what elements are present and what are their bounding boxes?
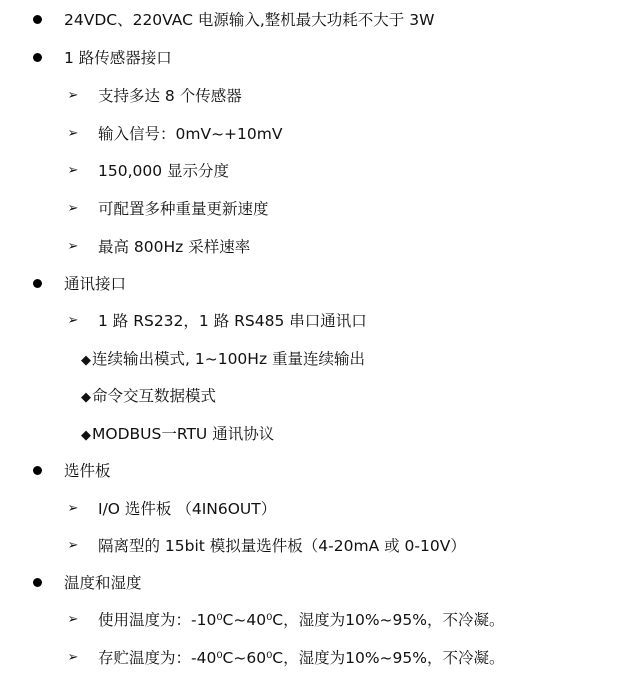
list-item-text: 通讯接口 <box>64 275 127 293</box>
arrow-bullet-icon: ➢ <box>67 501 79 516</box>
bullet-icon <box>33 466 42 475</box>
arrow-bullet-icon: ➢ <box>67 88 79 103</box>
diamond-bullet-icon: ◆ <box>81 353 91 368</box>
arrow-bullet-icon: ➢ <box>67 239 79 254</box>
list-item-text: 支持多达 8 个传感器 <box>98 87 242 105</box>
list-item-text: 命令交互数据模式 <box>92 387 217 405</box>
bullet-icon <box>33 15 42 24</box>
list-item-text: 可配置多种重量更新速度 <box>98 200 269 218</box>
list-item-text: 温度和湿度 <box>64 574 142 592</box>
arrow-bullet-icon: ➢ <box>67 201 79 216</box>
bullet-icon <box>33 53 42 62</box>
list-item-text: 150,000 显示分度 <box>98 162 230 180</box>
list-item-text: 1 路传感器接口 <box>64 49 172 67</box>
list-item-content <box>81 383 216 411</box>
arrow-bullet-icon: ➢ <box>67 650 79 665</box>
list-item-text: 1 路 RS232，1 路 RS485 串口通讯口 <box>98 312 367 330</box>
diamond-bullet-icon: ◆ <box>81 390 91 405</box>
list-item-content <box>81 346 365 374</box>
arrow-bullet-icon: ➢ <box>67 612 79 627</box>
arrow-bullet-icon: ➢ <box>67 163 79 178</box>
list-item-text: I/O 选件板 （4IN6OUT） <box>98 500 277 518</box>
list-item-text: 隔离型的 15bit 模拟量选件板（4-20mA 或 0-10V） <box>98 537 466 555</box>
arrow-bullet-icon: ➢ <box>67 313 79 328</box>
list-item-text: 连续输出模式, 1~100Hz 重量连续输出 <box>92 350 366 368</box>
list-item-text: 使用温度为：-10⁰C~40⁰C，湿度为10%~95%，不冷凝。 <box>98 611 505 629</box>
list-item-text: 最高 800Hz 采样速率 <box>98 238 251 256</box>
diamond-bullet-icon: ◆ <box>81 428 91 443</box>
list-item-content <box>81 421 274 449</box>
bullet-icon <box>33 279 42 288</box>
list-item-text: 24VDC、220VAC 电源输入,整机最大功耗不大于 3W <box>64 11 435 29</box>
list-item-text: 输入信号：0mV~+10mV <box>98 125 283 143</box>
list-item-text: MODBUS一RTU 通讯协议 <box>92 425 275 443</box>
list-item-text: 选件板 <box>64 462 111 480</box>
arrow-bullet-icon: ➢ <box>67 126 79 141</box>
bullet-icon <box>33 578 42 587</box>
list-item-text: 存贮温度为：-40⁰C~60⁰C，湿度为10%~95%，不冷凝。 <box>98 649 505 667</box>
arrow-bullet-icon: ➢ <box>67 538 79 553</box>
